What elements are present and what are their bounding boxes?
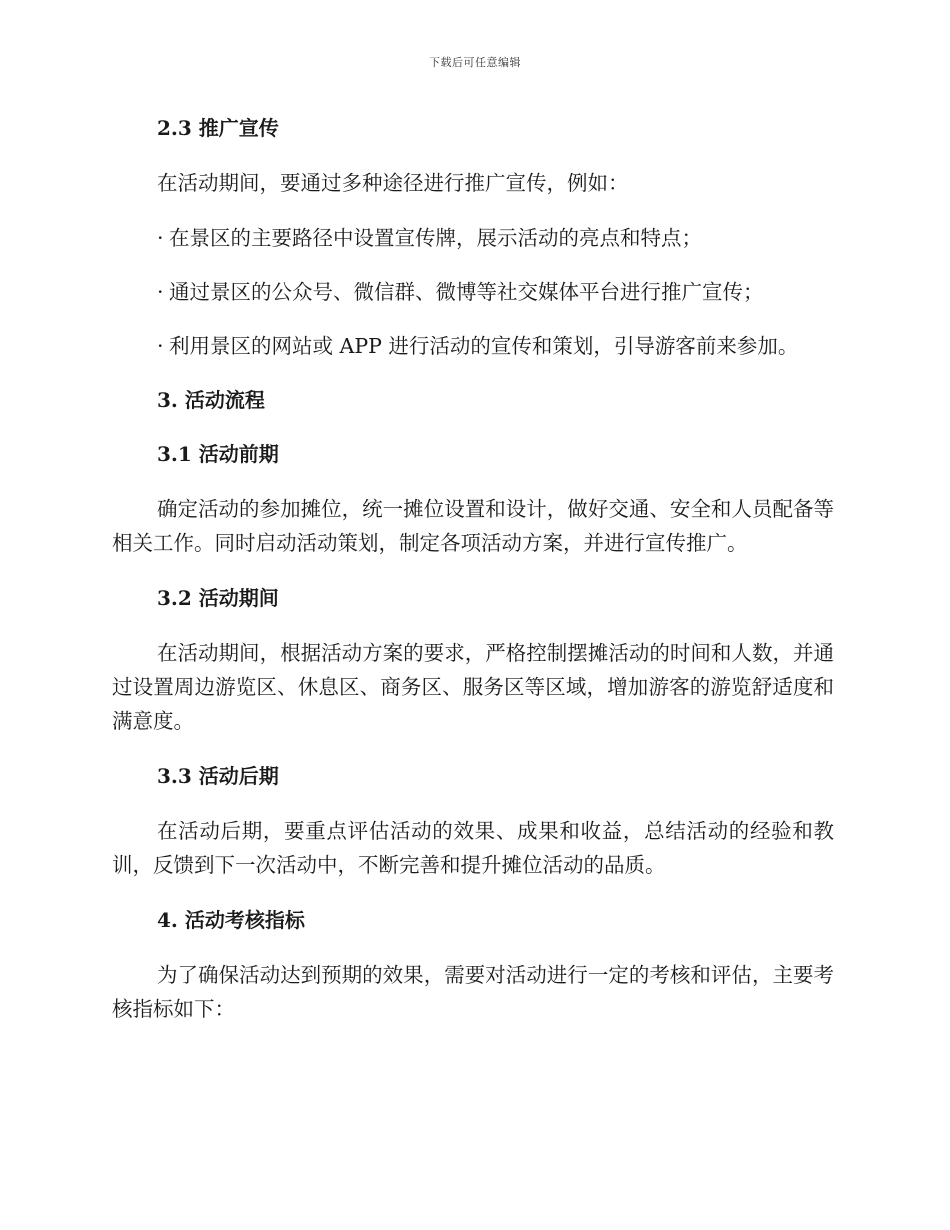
bullet-text: 利用景区的网站或 APP 进行活动的宣传和策划，引导游客前来参加。 (169, 334, 799, 358)
bullet-dot: · (157, 334, 164, 358)
section-4-body: 为了确保活动达到预期的效果，需要对活动进行一定的考核和评估，主要考核指标如下： (112, 963, 834, 1021)
section-heading-3-2: 3.2 活动期间 (157, 586, 279, 610)
section-3-2-body: 在活动期间，根据活动方案的要求，严格控制摆摊活动的时间和人数，并通过设置周边游览区、休息区、商务区、服务区等区域，增加游客的游览舒适度和满意度。 (112, 641, 834, 733)
section-heading-2-3: 2.3 推广宣传 (157, 116, 279, 140)
section-heading-3-1: 3.1 活动前期 (157, 442, 279, 466)
document-body (112, 112, 834, 1048)
section-3-1-body: 确定活动的参加摊位，统一摊位设置和设计，做好交通、安全和人员配备等相关工作。同时启动活动策划，制定各项活动方案，并进行宣传推广。 (112, 497, 834, 555)
section-heading-4: 4. 活动考核指标 (157, 908, 305, 932)
bullet-text: 在景区的主要路径中设置宣传牌，展示活动的亮点和特点； (169, 226, 702, 250)
section-heading-3-3: 3.3 活动后期 (157, 764, 279, 788)
section-3-3-body: 在活动后期，要重点评估活动的效果、成果和收益，总结活动的经验和教训，反馈到下一次活动中，不断完善和提升摊位活动的品质。 (112, 819, 834, 877)
bullet-item (157, 276, 834, 308)
section-heading-3: 3. 活动流程 (157, 388, 265, 412)
bullet-item (157, 222, 834, 254)
bullet-dot: · (157, 280, 164, 304)
bullet-dot: · (157, 226, 164, 250)
bullet-item (157, 330, 834, 362)
bullet-text: 通过景区的公众号、微信群、微博等社交媒体平台进行推广宣传； (169, 280, 764, 304)
section-2-3-intro: 在活动期间，要通过多种途径进行推广宣传，例如： (157, 171, 629, 195)
header-note: 下载后可任意编辑 (429, 56, 521, 69)
